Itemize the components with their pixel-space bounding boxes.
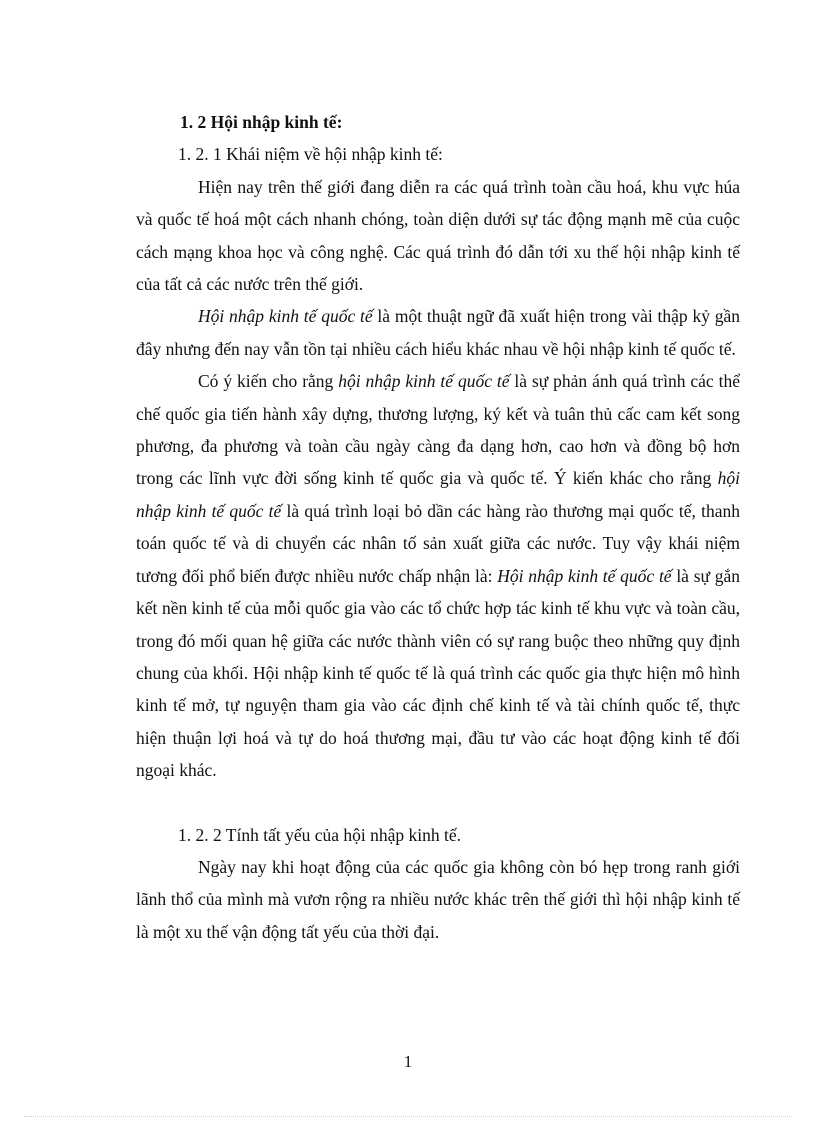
paragraph-term-definition xyxy=(136,300,740,365)
paragraph-opinions xyxy=(136,365,740,786)
italic-term: Hội nhập kinh tế quốc tế xyxy=(198,306,373,327)
paragraph-gap xyxy=(136,787,740,819)
paragraph-trend: Ngày nay khi hoạt động của các quốc gia không còn bó hẹp trong ranh giới lãnh thổ của mình mà vươn rộng ra nhiều nước khác trên thế giới thì hội nhập kinh tế là một xu thế vận động tất yếu của thời đại. xyxy=(136,856,740,942)
subsection-heading-necessity: 1. 2. 2 Tính tất yếu của hội nhập kinh tế. xyxy=(178,824,462,845)
italic-term: hội nhập kinh tế quốc tế xyxy=(338,371,510,392)
page-number: 1 xyxy=(403,1052,413,1071)
italic-term: hội nhập kinh tế quốc tế xyxy=(136,468,740,521)
paragraph-text: Có ý kiến cho rằng xyxy=(198,371,339,392)
paragraph-text: là sự phản ánh quá trình các thể chế quốc gia tiến hành xây dựng, thương lượng, ký kết và tuân thủ cấc cam kết song phương, đa phương và toàn cầu ngày càng đa dạng hơn, cao hơn và đồng bộ hơn trong các lĩnh vực đời sống kinh tế quốc gia và quốc tế. Ý kiến khác cho rằng xyxy=(136,371,740,489)
paragraph-text: là sự gắn kết nền kinh tế của mỗi quốc gia vào các tổ chức hợp tác kinh tế khu vực và toàn cầu, trong đó mối quan hệ giữa các nước thành viên có sự rang buộc theo những quy định chung của khối. Hội nhập kinh tế quốc tế là quá trình các quốc gia thực hiện mô hình kinh tế mở, tự nguyện tham gia vào các định chế kinh tế và tài chính quốc tế, thực hiện thuận lợi hoá và tự do hoá thương mại, đầu tư vào các hoạt động kinh tế đối ngoại khác. xyxy=(136,565,740,781)
subsection-heading-concept: 1. 2. 1 Khái niệm về hội nhập kinh tế: xyxy=(178,144,443,165)
paragraph-globalization: Hiện nay trên thế giới đang diễn ra các quá trình toàn cầu hoá, khu vực húa và quốc tế hoá một cách nhanh chóng, toàn diện dưới sự tác động mạnh mẽ của cuộc cách mạng khoa học và công nghệ. Các quá trình đó dẫn tới xu thế hội nhập kinh tế của tất cả các nước trên thế giới. xyxy=(136,176,740,295)
section-heading: 1. 2 Hội nhập kinh tế: xyxy=(180,112,343,132)
italic-term: Hội nhập kinh tế quốc tế xyxy=(497,565,672,586)
paragraph-text: là quá trình loại bỏ dần các hàng rào thương mại quốc tế, thanh toán quốc tế và di chuyển các nhân tố sản xuất giữa các nước. Tuy vậy khái niệm tương đối phổ biến được nhiều nước chấp nhận là: xyxy=(136,500,740,586)
paragraph-text: là một thuật ngữ đã xuất hiện trong vài thập kỷ gần đây nhưng đến nay vẫn tồn tại nhiều cách hiểu khác nhau về hội nhập kinh tế quốc tế. xyxy=(136,306,741,359)
document-body xyxy=(136,106,740,948)
page-bottom-divider xyxy=(24,1116,792,1117)
